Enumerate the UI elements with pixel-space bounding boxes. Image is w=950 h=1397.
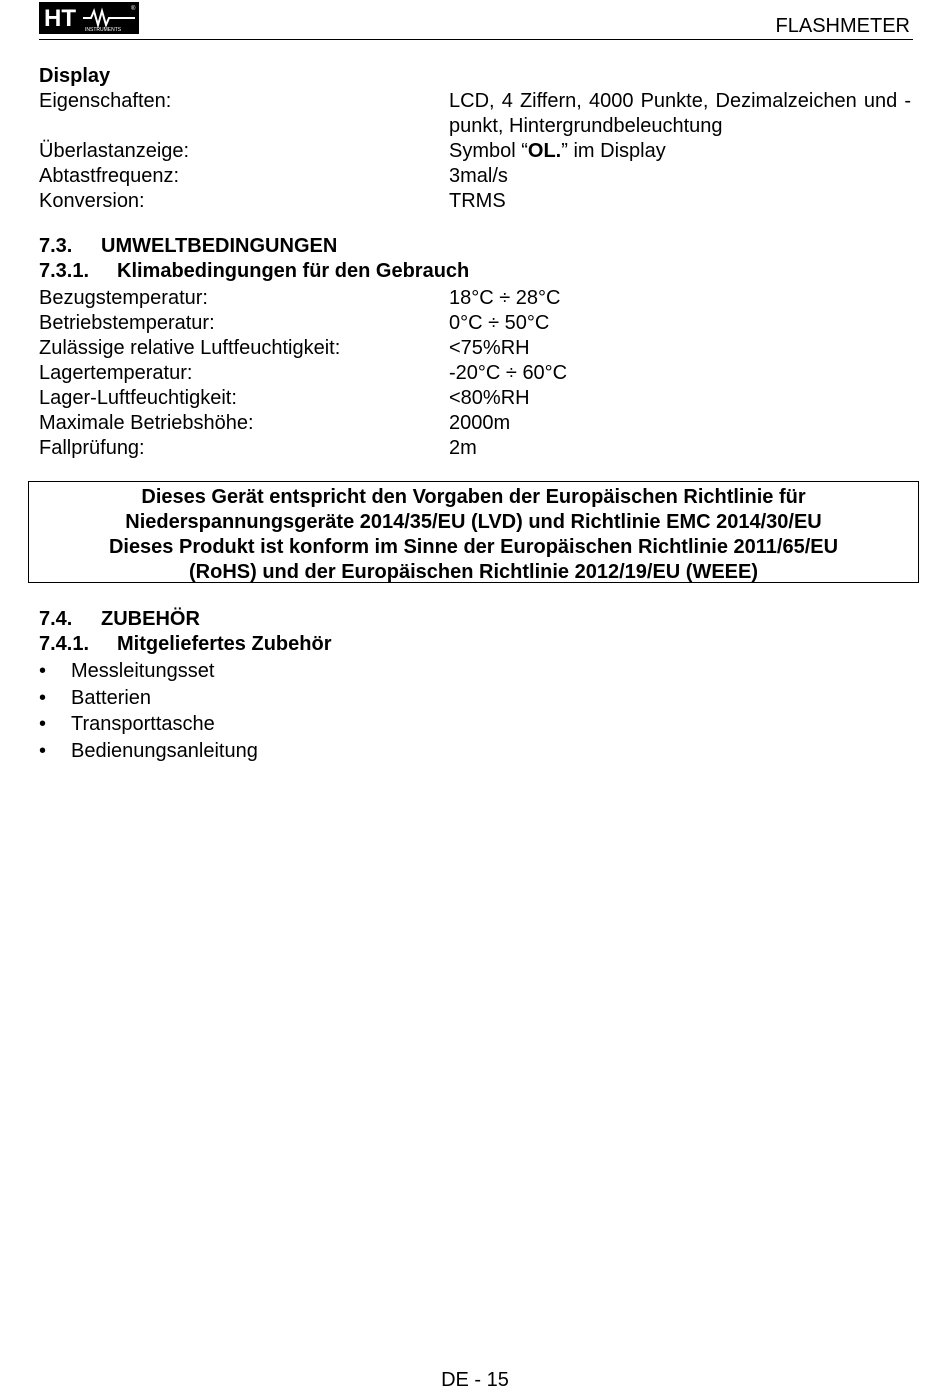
value-prefix: Symbol “ [449, 140, 528, 162]
list-item-text: Batterien [71, 686, 152, 709]
value-suffix: ” im Display [561, 140, 666, 162]
spec-label: Eigenschaften: [39, 90, 172, 112]
spec-value: 18°C ÷ 28°C [449, 287, 561, 309]
section-title: UMWELTBEDINGUNGEN [101, 235, 338, 257]
section-number: 7.3. [39, 235, 73, 257]
subsection-title: Klimabedingungen für den Gebrauch [117, 260, 470, 282]
conformity-notice-box [28, 481, 919, 583]
list-item [39, 658, 258, 685]
list-item [39, 738, 258, 765]
spec-label: Lager-Luftfeuchtigkeit: [39, 387, 237, 409]
spec-label: Konversion: [39, 190, 145, 212]
spec-label: Überlastanzeige: [39, 140, 190, 162]
spec-value: <80%RH [449, 387, 530, 409]
value-bold: OL. [527, 140, 562, 162]
subsection-number: 7.4.1. [39, 633, 90, 655]
section-7-4-1-heading [39, 632, 331, 657]
bullet-icon: • [39, 713, 47, 735]
list-item [39, 711, 258, 738]
logo-text: HT [44, 5, 76, 32]
spec-value: 2m [449, 437, 477, 459]
bullet-icon: • [39, 660, 47, 682]
logo-subtext: INSTRUMENTS [85, 27, 122, 33]
subsection-number: 7.3.1. [39, 260, 90, 282]
spec-value: 0°C ÷ 50°C [449, 312, 550, 334]
bullet-icon: • [39, 739, 47, 762]
section-7-3-heading [39, 234, 337, 259]
accessory-list [39, 658, 258, 764]
subsection-title: Mitgeliefertes Zubehör [117, 633, 332, 655]
bullet-icon: • [39, 686, 47, 709]
spec-value: -20°C ÷ 60°C [449, 362, 568, 384]
list-item [39, 685, 258, 712]
header-title: FLASHMETER [775, 15, 910, 37]
spec-label: Lagertemperatur: [39, 362, 193, 384]
notice-line: Dieses Gerät entspricht den Vorgaben der Europäischen Richtlinie für [141, 486, 806, 508]
section-title: ZUBEHÖR [101, 608, 200, 630]
list-item-text: Bedienungsanleitung [71, 739, 258, 762]
svg-text:®: ® [131, 6, 136, 12]
spec-value: TRMS [449, 190, 506, 212]
spec-label: Fallprüfung: [39, 437, 145, 459]
spec-label: Zulässige relative Luftfeuchtigkeit: [39, 337, 341, 359]
section-7-3-1-heading [39, 259, 469, 284]
list-item-text: Messleitungsset [71, 660, 215, 682]
page-number: DE - 15 [441, 1369, 509, 1391]
spec-value: LCD, 4 Ziffern, 4000 Punkte, Dezimalzeichen und -punkt, Hintergrundbeleuchtung [449, 90, 911, 137]
header-divider [39, 39, 913, 40]
notice-line: (RoHS) und der Europäischen Richtlinie 2012/19/EU (WEEE) [189, 561, 758, 583]
spec-value: <75%RH [449, 337, 530, 359]
notice-line: Niederspannungsgeräte 2014/35/EU (LVD) und Richtlinie EMC 2014/30/EU [125, 511, 822, 533]
spec-label: Bezugstemperatur: [39, 287, 208, 309]
spec-value: 3mal/s [449, 165, 508, 187]
notice-line: Dieses Produkt ist konform im Sinne der Europäischen Richtlinie 2011/65/EU [108, 536, 839, 558]
spec-label: Betriebstemperatur: [39, 312, 215, 334]
section-7-4-heading [39, 607, 200, 632]
spec-value: 2000m [449, 412, 511, 434]
section-number: 7.4. [39, 608, 73, 630]
spec-value [449, 139, 911, 164]
display-heading: Display [39, 65, 111, 87]
spec-label: Maximale Betriebshöhe: [39, 412, 254, 434]
ht-instruments-logo [39, 2, 139, 34]
list-item-text: Transporttasche [71, 713, 215, 735]
spec-label: Abtastfrequenz: [39, 165, 180, 187]
